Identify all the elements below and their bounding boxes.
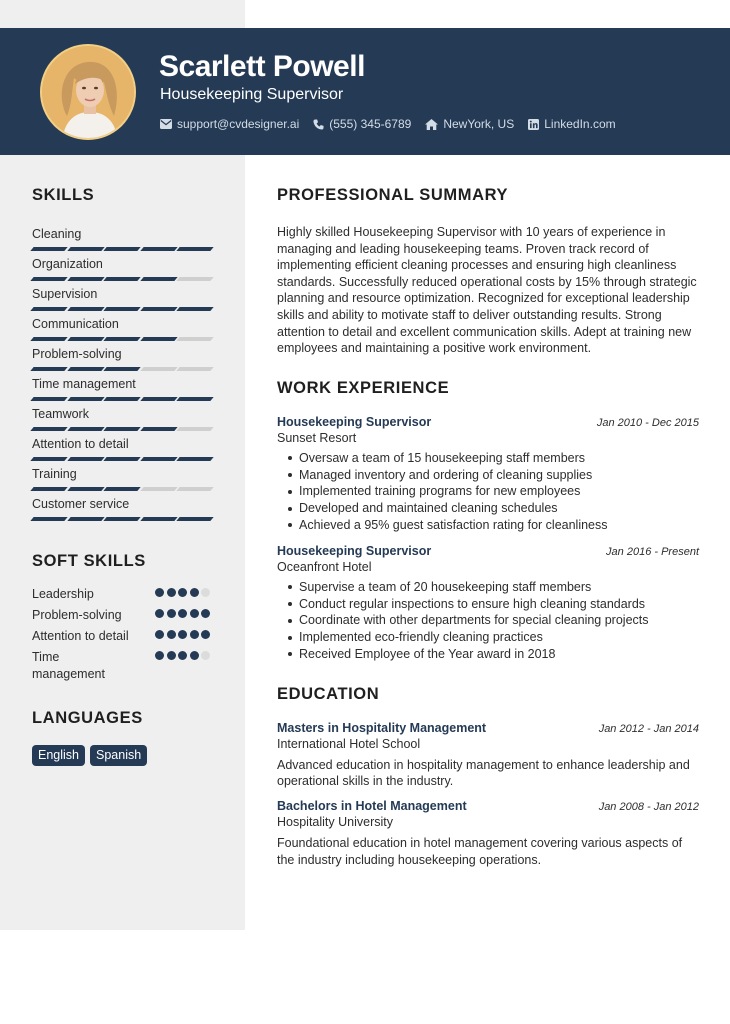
- rating-dot: [190, 630, 199, 639]
- skill-level-segment: [30, 487, 67, 491]
- envelope-icon: [160, 119, 172, 129]
- skill-level-segment: [30, 337, 67, 341]
- skill-item: [32, 406, 212, 436]
- skill-level-segment: [104, 337, 141, 341]
- job-bullets: [277, 450, 699, 534]
- soft-skill-item: [32, 607, 212, 624]
- skill-item: [32, 346, 212, 376]
- languages-list: [32, 745, 212, 766]
- summary-text: Highly skilled Housekeeping Supervisor with 10 years of experience in managing and leading housekeeping teams. Proven track record of implementing efficient cleaning processes and ensuring high cleanliness standards. Successfully reduced operational costs by 15% through strategic planning and resource optimization. Recognized for exceptional leadership skills and ability to motivate staff to deliver outstanding results. Strong attention to detail and excellent communication skills. Adept at training new employees and maintaining a positive work environment.: [277, 225, 697, 356]
- skill-level-segment: [140, 427, 177, 431]
- skill-level-bar: [32, 427, 212, 431]
- soft-skill-item: [32, 649, 212, 683]
- main-content: [277, 186, 699, 868]
- job-header: [277, 415, 699, 429]
- contact-bar: [160, 117, 616, 131]
- education-header: [277, 799, 699, 813]
- rating-dot: [167, 609, 176, 618]
- rating-dot: [178, 651, 187, 660]
- skill-level-segment: [30, 247, 67, 251]
- candidate-name: Scarlett Powell: [159, 50, 365, 83]
- skill-level-segment: [140, 487, 177, 491]
- skill-level-segment: [177, 397, 214, 401]
- avatar: [40, 44, 136, 140]
- rating-dot: [201, 588, 210, 597]
- phone-icon: [313, 119, 324, 130]
- skill-level-segment: [30, 427, 67, 431]
- rating-dot: [155, 630, 164, 639]
- education-school: International Hotel School: [277, 736, 421, 751]
- skill-level-segment: [104, 457, 141, 461]
- skills-list: [32, 226, 212, 526]
- skill-level-segment: [30, 367, 67, 371]
- education-heading: EDUCATION: [277, 684, 380, 703]
- skill-level-segment: [67, 367, 104, 371]
- rating-dot: [167, 588, 176, 597]
- education-dates: Jan 2012 - Jan 2014: [598, 722, 699, 735]
- education-entry: [277, 721, 699, 790]
- skill-level-segment: [177, 247, 214, 251]
- skill-level-segment: [30, 517, 67, 521]
- skill-level-segment: [177, 517, 214, 521]
- skill-level-bar: [32, 337, 212, 341]
- experience-list: [277, 415, 699, 663]
- rating-dot: [167, 630, 176, 639]
- contact-location: [425, 117, 514, 131]
- skill-item: [32, 226, 212, 256]
- skill-item: [32, 496, 212, 526]
- skill-item: [32, 466, 212, 496]
- job-bullet: Developed and maintained cleaning schedules: [287, 500, 699, 517]
- contact-email[interactable]: [160, 117, 299, 131]
- rating-dot: [155, 609, 164, 618]
- soft-skill-rating: [155, 586, 210, 597]
- contact-phone[interactable]: [313, 117, 411, 131]
- skill-level-bar: [32, 517, 212, 521]
- skill-name: Organization: [32, 257, 103, 271]
- skill-level-segment: [140, 307, 177, 311]
- job-bullet: Coordinate with other departments for special cleaning projects: [287, 612, 699, 629]
- soft-skill-item: [32, 628, 212, 645]
- skill-level-segment: [30, 397, 67, 401]
- language-badge: Spanish: [90, 745, 147, 766]
- skill-name: Teamwork: [32, 407, 89, 421]
- skill-level-segment: [140, 397, 177, 401]
- rating-dot: [190, 588, 199, 597]
- soft-skill-rating: [155, 607, 210, 618]
- skill-level-bar: [32, 307, 212, 311]
- soft-skill-name: Problem-solving: [32, 608, 122, 622]
- education-list: [277, 721, 699, 868]
- job-entry: [277, 544, 699, 663]
- job-role: Housekeeping Supervisor: [277, 543, 432, 558]
- rating-dot: [190, 651, 199, 660]
- contact-location-text: NewYork, US: [443, 117, 515, 131]
- skill-name: Supervision: [32, 287, 98, 301]
- skill-level-segment: [104, 427, 141, 431]
- skill-level-segment: [177, 457, 214, 461]
- profile-photo: [42, 46, 136, 140]
- skill-level-segment: [177, 367, 214, 371]
- job-bullet: Implemented eco-friendly cleaning practices: [287, 629, 699, 646]
- skill-level-segment: [104, 367, 141, 371]
- skill-level-segment: [67, 277, 104, 281]
- skill-level-segment: [67, 427, 104, 431]
- job-bullet: Managed inventory and ordering of cleaning supplies: [287, 467, 699, 484]
- job-company: Oceanfront Hotel: [277, 559, 372, 574]
- rating-dot: [167, 651, 176, 660]
- language-badge: English: [32, 745, 85, 766]
- skill-level-segment: [67, 457, 104, 461]
- skill-level-segment: [140, 517, 177, 521]
- skill-name: Attention to detail: [32, 437, 129, 451]
- sidebar: [32, 186, 212, 766]
- skill-level-segment: [104, 277, 141, 281]
- job-bullet: Implemented training programs for new employees: [287, 483, 699, 500]
- skill-level-segment: [140, 367, 177, 371]
- resume-header: [0, 28, 730, 155]
- job-role: Housekeeping Supervisor: [277, 414, 432, 429]
- skill-level-segment: [67, 337, 104, 341]
- rating-dot: [201, 651, 210, 660]
- skill-level-segment: [30, 457, 67, 461]
- education-degree: Masters in Hospitality Management: [277, 720, 487, 735]
- skill-level-segment: [104, 517, 141, 521]
- job-bullet: Supervise a team of 20 housekeeping staff members: [287, 579, 699, 596]
- skill-level-segment: [140, 247, 177, 251]
- skill-name: Cleaning: [32, 227, 82, 241]
- contact-email-text: support@cvdesigner.ai: [177, 117, 300, 131]
- rating-dot: [155, 588, 164, 597]
- skill-level-bar: [32, 487, 212, 491]
- skill-item: [32, 286, 212, 316]
- skill-name: Problem-solving: [32, 347, 122, 361]
- skill-level-segment: [67, 517, 104, 521]
- job-bullets: [277, 579, 699, 663]
- education-dates: Jan 2008 - Jan 2012: [598, 800, 699, 813]
- job-header: [277, 544, 699, 558]
- job-dates: Jan 2016 - Present: [606, 545, 699, 558]
- rating-dot: [178, 588, 187, 597]
- skill-level-segment: [177, 337, 214, 341]
- languages-heading: LANGUAGES: [32, 709, 143, 727]
- skill-name: Customer service: [32, 497, 130, 511]
- skill-level-segment: [104, 487, 141, 491]
- soft-skill-name: Attention to detail: [32, 629, 129, 643]
- skill-level-bar: [32, 457, 212, 461]
- contact-linkedin[interactable]: [528, 117, 615, 131]
- education-header: [277, 721, 699, 735]
- soft-skills-heading: SOFT SKILLS: [32, 552, 146, 570]
- summary-heading: PROFESSIONAL SUMMARY: [277, 186, 509, 204]
- soft-skill-rating: [155, 628, 210, 639]
- contact-linkedin-text: LinkedIn.com: [544, 117, 616, 131]
- skills-heading: SKILLS: [32, 186, 95, 204]
- skill-level-segment: [67, 307, 104, 311]
- job-bullet: Oversaw a team of 15 housekeeping staff members: [287, 450, 699, 467]
- education-degree: Bachelors in Hotel Management: [277, 798, 467, 813]
- soft-skill-rating: [155, 649, 210, 660]
- skill-level-bar: [32, 277, 212, 281]
- skill-item: [32, 256, 212, 286]
- skill-level-bar: [32, 247, 212, 251]
- skill-level-segment: [140, 457, 177, 461]
- skill-level-segment: [104, 247, 141, 251]
- job-bullet: Received Employee of the Year award in 2018: [287, 646, 699, 663]
- skill-level-segment: [30, 307, 67, 311]
- skill-level-segment: [67, 487, 104, 491]
- rating-dot: [201, 609, 210, 618]
- job-dates: Jan 2010 - Dec 2015: [596, 416, 699, 429]
- skill-level-segment: [177, 277, 214, 281]
- education-entry: [277, 799, 699, 868]
- skill-level-segment: [67, 397, 104, 401]
- skill-level-bar: [32, 367, 212, 371]
- linkedin-icon: [528, 119, 539, 130]
- rating-dot: [178, 630, 187, 639]
- soft-skill-item: [32, 586, 212, 603]
- soft-skill-name: Time management: [32, 650, 105, 681]
- education-school: Hospitality University: [277, 814, 394, 829]
- skill-level-segment: [30, 277, 67, 281]
- home-icon: [425, 119, 438, 130]
- skill-item: [32, 316, 212, 346]
- skill-level-segment: [104, 307, 141, 311]
- rating-dot: [201, 630, 210, 639]
- skill-level-segment: [177, 427, 214, 431]
- job-bullet: Conduct regular inspections to ensure high cleaning standards: [287, 596, 699, 613]
- candidate-title: Housekeeping Supervisor: [160, 86, 344, 103]
- job-entry: [277, 415, 699, 534]
- skill-name: Training: [32, 467, 77, 481]
- soft-skill-name: Leadership: [32, 587, 94, 601]
- rating-dot: [178, 609, 187, 618]
- skill-level-segment: [67, 247, 104, 251]
- skill-level-segment: [104, 397, 141, 401]
- education-description: Advanced education in hospitality management to enhance leadership and operational skills in the industry.: [277, 757, 690, 789]
- skill-level-bar: [32, 397, 212, 401]
- skill-level-segment: [140, 337, 177, 341]
- job-company: Sunset Resort: [277, 430, 357, 445]
- rating-dot: [190, 609, 199, 618]
- skill-level-segment: [177, 307, 214, 311]
- soft-skills-list: [32, 586, 212, 683]
- skill-item: [32, 436, 212, 466]
- contact-phone-text: (555) 345-6789: [329, 117, 412, 131]
- skill-level-segment: [177, 487, 214, 491]
- education-description: Foundational education in hotel management covering various aspects of the industry including housekeeping operations.: [277, 835, 683, 867]
- skill-name: Communication: [32, 317, 119, 331]
- skill-name: Time management: [32, 377, 136, 391]
- skill-item: [32, 376, 212, 406]
- skill-level-segment: [140, 277, 177, 281]
- rating-dot: [155, 651, 164, 660]
- experience-heading: WORK EXPERIENCE: [277, 378, 450, 397]
- job-bullet: Achieved a 95% guest satisfaction rating for cleanliness: [287, 517, 699, 534]
